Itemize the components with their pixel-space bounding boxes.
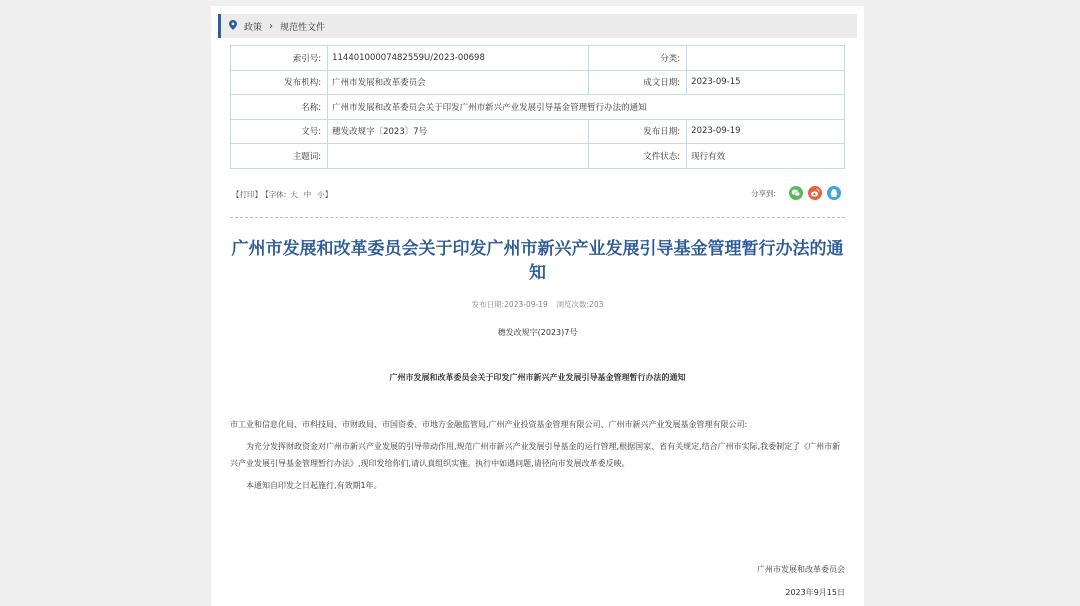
category-label: 分类: [588,46,686,71]
font-tools [232,189,335,200]
font-size-prefix: 【字体: [265,190,287,199]
category-value [687,46,845,71]
document-metadata-table [230,45,845,169]
article-view-count: 浏览次数:203 [556,300,604,309]
keywords-value [328,144,589,169]
print-link[interactable]: 【打印】 [232,190,262,199]
breadcrumb-link-policy[interactable]: 政策 [244,22,263,33]
body-paragraph-1: 为充分发挥财政资金对广州市新兴产业发展的引导带动作用,规范广州市新兴产业发展引导基金的运行管理,根据国家、省有关规定,结合广州市实际,我委制定了《广州市新兴产业发展引导基金管理暂行办法》,现印发给你们,请认真组织实施。执行中如遇问题,请径向市发展改革委反映。 [230,442,841,468]
recipients-paragraph: 市工业和信息化局、市科技局、市财政局、市国资委、市地方金融监管局,广州产业投资基金管理有限公司、广州市新兴产业发展基金管理有限公司: [230,420,748,429]
share-label: 分享到: [750,188,776,198]
article-pub-date: 发布日期:2023-09-19 [471,300,548,309]
article-body [230,416,845,494]
written-date-value: 2023-09-15 [687,70,845,95]
doc-number-value: 穗发改规字〔2023〕7号 [328,119,589,144]
font-small-link[interactable]: 小 [317,190,325,199]
index-value: 11440100007482559U/2023-00698 [328,46,589,71]
location-pin-icon [229,20,237,33]
doc-number-label: 文号: [231,119,328,144]
issuer-value: 广州市发展和改革委员会 [328,70,589,95]
article-doc-number: 穗发改规字(2023)7号 [497,328,578,337]
article-toolbar [230,186,845,202]
status-label: 文件状态: [588,144,686,169]
signer-name: 广州市发展和改革委员会 [757,565,845,574]
wechat-icon[interactable] [789,186,803,200]
font-size-suffix: 】 [324,190,333,199]
chevron-right-icon: › [269,20,274,32]
breadcrumb-link-normative-docs[interactable]: 规范性文件 [280,22,326,33]
issuer-label: 发布机构: [231,70,328,95]
signature-block [757,558,845,604]
qq-icon[interactable] [827,186,841,200]
keywords-label: 主题词: [231,144,328,169]
font-large-link[interactable]: 大 [290,190,298,199]
publish-date-label: 发布日期: [588,119,686,144]
dashed-divider [230,217,845,218]
weibo-icon[interactable] [808,186,822,200]
article-subheading: 广州市发展和改革委员会关于印发广州市新兴产业发展引导基金管理暂行办法的通知 [389,373,686,382]
name-value: 广州市发展和改革委员会关于印发广州市新兴产业发展引导基金管理暂行办法的通知 [328,95,845,120]
written-date-label: 成文日期: [588,70,686,95]
font-medium-link[interactable]: 中 [303,190,312,199]
publish-date-value: 2023-09-19 [687,119,845,144]
body-paragraph-2: 本通知自印发之日起施行,有效期1年。 [246,481,382,490]
name-label: 名称: [231,95,328,120]
breadcrumb [218,14,857,38]
status-value: 现行有效 [687,144,845,169]
sign-date: 2023年9月15日 [785,588,845,597]
article-pub-info [230,299,845,310]
share-tools [751,186,841,200]
page-container [211,6,864,606]
article-title: 广州市发展和改革委员会关于印发广州市新兴产业发展引导基金管理暂行办法的通知 [231,239,844,283]
index-label: 索引号: [231,46,328,71]
